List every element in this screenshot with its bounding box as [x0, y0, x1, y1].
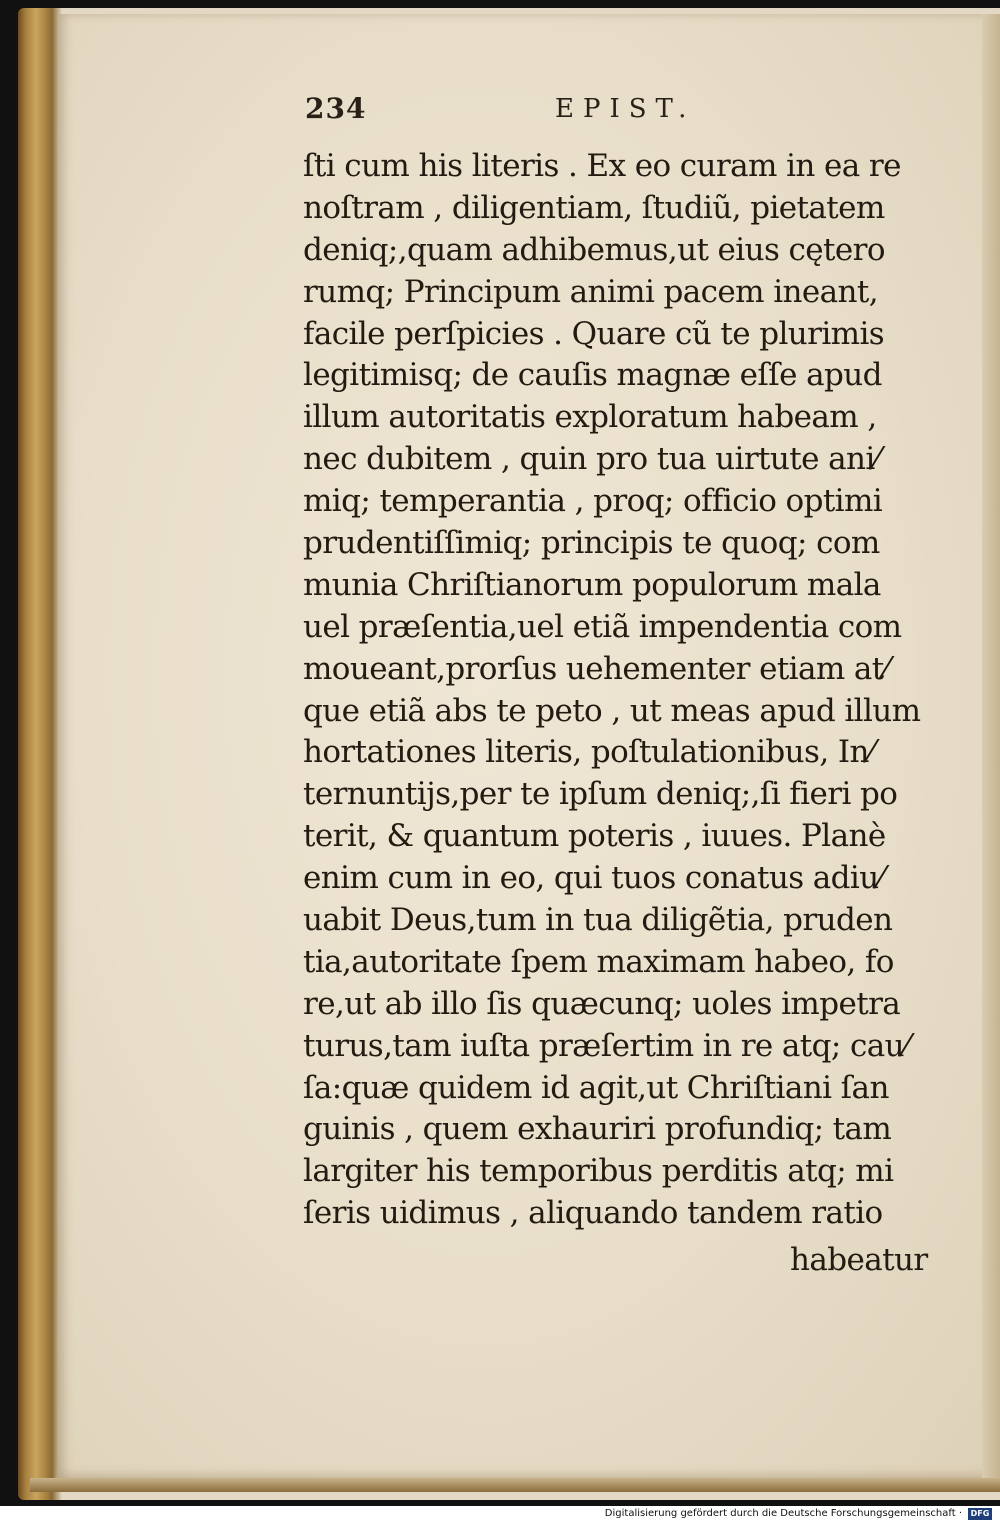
text-line: terit, & quantum poteris , iuues. Planè — [303, 818, 886, 855]
text-line: rumq; Principum animi pacem ineant, — [303, 273, 879, 310]
text-line: hortationes literis, poſtulationibus, In⁄ — [303, 734, 874, 771]
page-right-edge — [982, 14, 1000, 1480]
text-line: uel præſentia,uel etiã impendentia com — [303, 608, 902, 645]
text-line: legitimisq; de cauſis magnæ eſſe apud — [303, 357, 882, 394]
page-number: 234 — [305, 92, 367, 125]
text-line: que etiã abs te peto , ut meas apud illum — [303, 692, 921, 729]
dfg-logo-icon: DFG — [968, 1508, 992, 1520]
running-head: EPIST. — [555, 94, 696, 124]
text-line: illum autoritatis exploratum habeam , — [303, 399, 877, 436]
text-line: guinis , quem exhauriri profundiq; tam — [303, 1111, 892, 1148]
digitization-credit: Digitalisierung gefördert durch die Deutsche Forschungsgemeinschaft · — [604, 1508, 962, 1519]
text-line: uabit Deus,tum in tua diligẽtia, pruden — [303, 902, 893, 939]
text-line: turus,tam iuſta præſertim in re atq; cau⁄ — [303, 1027, 909, 1064]
text-line: nec dubitem , quin pro tua uirtute ani⁄ — [303, 441, 880, 478]
text-line: munia Chriſtianorum populorum mala — [303, 566, 881, 603]
text-line: re,ut ab illo ſis quæcunq; uoles impetra — [303, 985, 901, 1022]
text-line: tia,autoritate ſpem maximam habeo, fo — [303, 943, 894, 980]
page-bottom-edge — [30, 1478, 1000, 1492]
text-line: largiter his temporibus perditis atq; mi — [303, 1153, 894, 1190]
text-line: moueant,prorſus uehementer etiam at⁄ — [303, 650, 889, 687]
body-text — [303, 146, 933, 1235]
text-line: miq; temperantia , proq; officio optimi — [303, 483, 883, 520]
text-line: prudentiſſimiq; principis te quoq; com — [303, 525, 880, 562]
page-header — [305, 92, 925, 132]
text-line: ſa:quæ quidem id agit,ut Chriſtiani ſan — [303, 1069, 889, 1106]
text-line: ſeris uidimus , aliquando tandem ratio — [303, 1195, 883, 1232]
text-line: enim cum in eo, qui tuos conatus adiu⁄ — [303, 860, 884, 897]
text-line: facile perſpicies . Quare cũ te plurimis — [303, 315, 885, 352]
text-line: noſtram , diligentiam, ſtudiũ, pietatem — [303, 189, 885, 226]
text-line: ternuntijs,per te ipſum deniq;,ſi fieri po — [303, 776, 898, 813]
catchword: habeatur — [790, 1242, 928, 1278]
text-line: deniq;,quam adhibemus,ut eius cętero — [303, 231, 885, 268]
text-line: ſti cum his literis . Ex eo curam in ea re — [303, 148, 901, 184]
